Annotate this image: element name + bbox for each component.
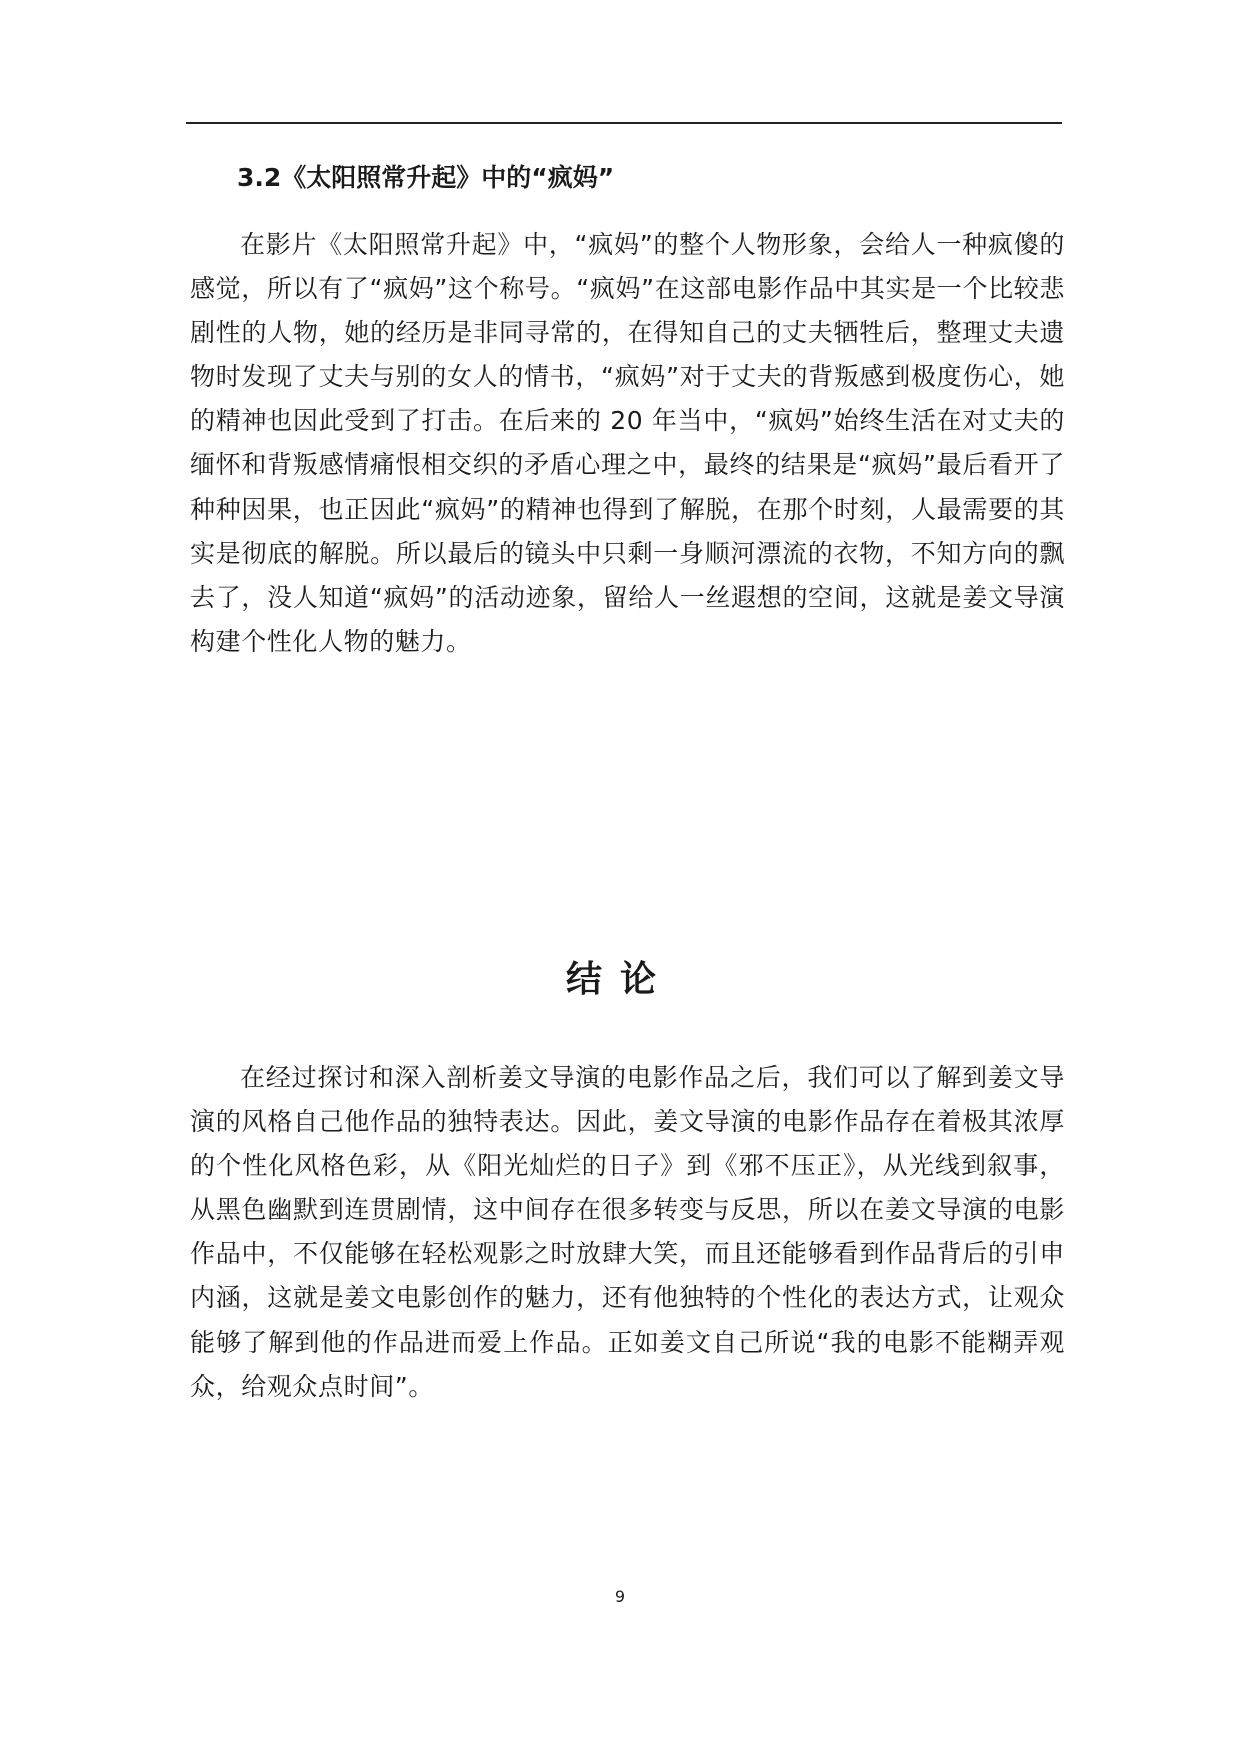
page-number: 9 [614,1587,626,1606]
section-paragraph: 在影片《太阳照常升起》中，“疯妈”的整个人物形象，会给人一种疯傻的感觉，所以有了“疯妈”这个称号。“疯妈”在这部电影作品中其实是一个比较悲剧性的人物，她的经历是非同寻常的，在得知自己的丈夫牺牲后，整理丈夫遗物时发现了丈夫与别的女人的情书，“疯妈”对于丈夫的背叛感到极度伤心，她的精神也因此受到了打击。在后来的 20 年当中，“疯妈”始终生活在对丈夫的缅怀和背叛感情痛恨相交织的矛盾心理之中，最终的结果是“疯妈”最后看开了种种因果，也正因此“疯妈”的精神也得到了解脱，在那个时刻，人最需要的其实是彻底的解脱。所以最后的镜头中只剩一身顺河漂流的衣物，不知方向的飘去了，没人知道“疯妈”的活动迹象，留给人一丝遐想的空间，这就是姜文导演构建个性化人物的魅力。 [190,230,1065,656]
header-rule [186,122,1062,124]
conclusion-paragraph: 在经过探讨和深入剖析姜文导演的电影作品之后，我们可以了解到姜文导演的风格自己他作品的独特表达。因此，姜文导演的电影作品存在着极其浓厚的个性化风格色彩，从《阳光灿烂的日子》到《邪不压正》，从光线到叙事，从黑色幽默到连贯剧情，这中间存在很多转变与反思，所以在姜文导演的电影作品中，不仅能够在轻松观影之时放肆大笑，而且还能够看到作品背后的引申内涵，这就是姜文电影创作的魅力，还有他独特的个性化的表达方式，让观众能够了解到他的作品进而爱上作品。正如姜文自己所说“我的电影不能糊弄观众，给观众点时间”。 [190,1063,1065,1401]
section-heading: 3.2《太阳照常升起》中的“疯妈” [237,163,615,192]
conclusion-title: 结论 [565,959,674,1000]
